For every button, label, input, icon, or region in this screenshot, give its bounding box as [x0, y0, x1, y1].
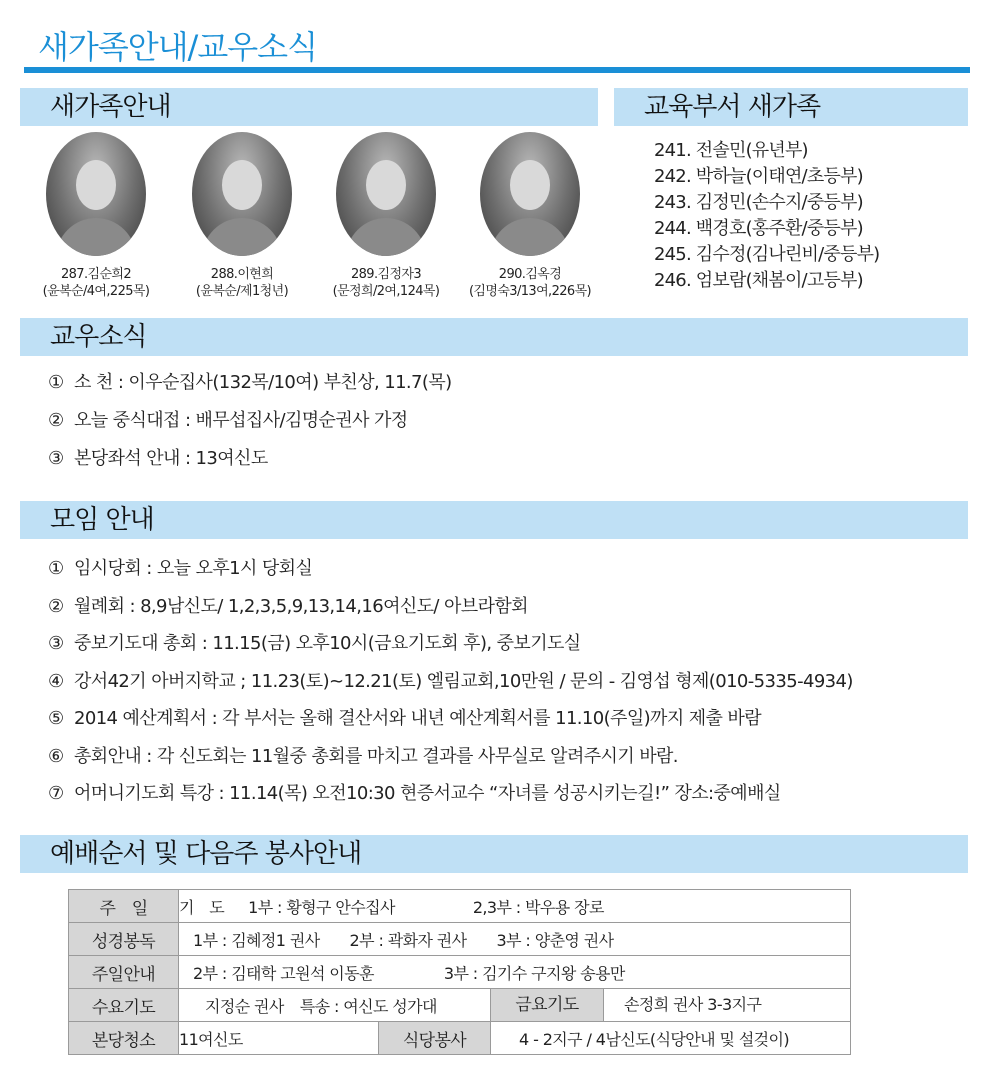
cell-text: 2,3부 : 박우용 장로	[472, 897, 604, 917]
page-title: 새가족안내/교우소식	[38, 28, 317, 66]
new-family-heading: 새가족안내	[20, 88, 598, 126]
service-table	[68, 889, 851, 1055]
person-portrait	[192, 132, 292, 256]
item-text: 강서42기 아버지학교 ; 11.23(토)~12.21(토) 엘림교회,10만원 / 문의 - 김영섭 형제(010-5335-4934)	[74, 670, 853, 692]
list-item	[48, 625, 853, 663]
person-info: (윤복순/4여,225목)	[42, 284, 150, 299]
person-info: (문정희/2여,124목)	[332, 284, 440, 299]
new-family-person	[460, 132, 600, 300]
list-item	[48, 588, 853, 626]
person-portrait	[480, 132, 580, 256]
item-text: 월례회 : 8,9남신도/ 1,2,3,5,9,13,14,16여신도/ 아브라함회	[74, 595, 528, 617]
list-item	[48, 440, 452, 478]
item-text: 소 천 : 이우순집사(132목/10여) 부친상, 11.7(목)	[74, 372, 452, 393]
row-content	[179, 923, 851, 956]
item-text: 어머니기도회 특강 : 11.14(목) 오전10:30 현증서교수 “자녀를 성공시키는길!” 장소:중예배실	[74, 783, 781, 804]
table-row	[69, 890, 851, 923]
item-number: ⑤	[48, 708, 64, 729]
news-heading: 교우소식	[20, 318, 968, 356]
cell-text: 지정순 권사	[205, 996, 284, 1016]
list-item	[48, 738, 853, 776]
item-number: ③	[48, 448, 64, 469]
list-item	[48, 700, 853, 738]
new-family-person	[26, 132, 166, 300]
item-text: 오늘 중식대접 : 배무섭집사/김명순권사 가정	[74, 410, 408, 431]
list-item: 246. 엄보람(채봄이/고등부)	[654, 270, 863, 291]
new-family-person	[172, 132, 312, 300]
new-family-photos	[22, 132, 602, 312]
row-label: 금요기도	[491, 989, 604, 1021]
table-row	[69, 923, 851, 956]
list-item: 244. 백경호(홍주환/중등부)	[654, 218, 863, 239]
cell-text: 4 - 2지구 / 4남신도(식당안내 및 설겆이)	[491, 1022, 851, 1055]
title-rule	[24, 67, 970, 73]
row-content	[179, 989, 491, 1022]
list-item: 241. 전솔민(유년부)	[654, 140, 808, 161]
prayer-label: 기 도	[179, 897, 225, 917]
cell-text: 손정희 권사 3-3지구	[624, 995, 762, 1014]
service-heading: 예배순서 및 다음주 봉사안내	[20, 835, 968, 873]
list-item	[48, 550, 853, 588]
person-portrait	[46, 132, 146, 256]
row-content	[179, 956, 851, 989]
item-number: ⑦	[48, 783, 64, 804]
row-label: 본당청소	[69, 1022, 179, 1055]
meetings-heading: 모임 안내	[20, 501, 968, 539]
new-family-person	[316, 132, 456, 300]
cell-text: 2부 : 김태학 고원석 이동훈	[193, 963, 374, 983]
row-label: 성경봉독	[69, 923, 179, 956]
item-number: ①	[48, 372, 64, 393]
person-name: 287.김순희2	[60, 267, 132, 282]
item-text: 중보기도대 총회 : 11.15(금) 오후10시(금요기도회 후), 중보기도실	[74, 633, 581, 654]
item-number: ⑥	[48, 745, 64, 767]
item-number: ③	[48, 633, 64, 654]
item-number: ②	[48, 595, 64, 617]
item-text: 임시당회 : 오늘 오후1시 당회실	[74, 558, 313, 579]
person-info: (김명숙3/13여,226목)	[468, 284, 592, 299]
row-label: 식당봉사	[379, 1022, 491, 1055]
meetings-list	[48, 550, 853, 813]
row-content	[179, 890, 851, 923]
table-row	[69, 956, 851, 989]
table-row	[69, 1022, 851, 1055]
item-text: 총회안내 : 각 신도회는 11월중 총회를 마치고 결과를 사무실로 알려주시기 바람.	[74, 745, 678, 767]
list-item	[48, 364, 452, 402]
education-list	[654, 138, 879, 294]
education-heading: 교육부서 새가족	[614, 88, 968, 126]
row-label: 주일안내	[69, 956, 179, 989]
item-number: ①	[48, 558, 64, 579]
cell-text: 1부 : 김혜정1 권사	[193, 930, 320, 950]
item-text: 본당좌석 안내 : 13여신도	[74, 448, 268, 469]
table-row	[69, 989, 851, 1022]
item-text: 2014 예산계획서 : 각 부서는 올해 결산서와 내년 예산계획서를 11.10(주일)까지 제출 바람	[74, 708, 762, 729]
cell-text: 3부 : 양춘영 권사	[496, 930, 614, 950]
list-item: 243. 김정민(손수지/중등부)	[654, 192, 863, 213]
list-item	[48, 663, 853, 701]
cell-text: 2부 : 곽화자 권사	[349, 930, 467, 950]
person-name: 290.김옥경	[498, 267, 562, 282]
person-name: 288.이현희	[210, 267, 274, 282]
cell-text: 1부 : 황형구 안수집사	[248, 897, 395, 917]
list-item: 245. 김수정(김나린비/중등부)	[654, 244, 880, 265]
person-info: (윤복순/제1청년)	[195, 284, 289, 299]
item-number: ④	[48, 670, 64, 692]
cell-text: 3부 : 김기수 구지왕 송용만	[443, 963, 625, 983]
row-content	[491, 989, 851, 1022]
person-name: 289.김정자3	[350, 267, 422, 282]
list-item	[48, 402, 452, 440]
news-list	[48, 364, 452, 478]
list-item: 242. 박하늘(이태연/초등부)	[654, 166, 863, 187]
item-number: ②	[48, 410, 64, 431]
list-item	[48, 775, 853, 813]
row-label: 주 일	[69, 890, 179, 923]
person-portrait	[336, 132, 436, 256]
cell-text: 11여신도	[179, 1022, 379, 1055]
cell-text: 특송 : 여신도 성가대	[299, 996, 437, 1016]
row-label: 수요기도	[69, 989, 179, 1022]
